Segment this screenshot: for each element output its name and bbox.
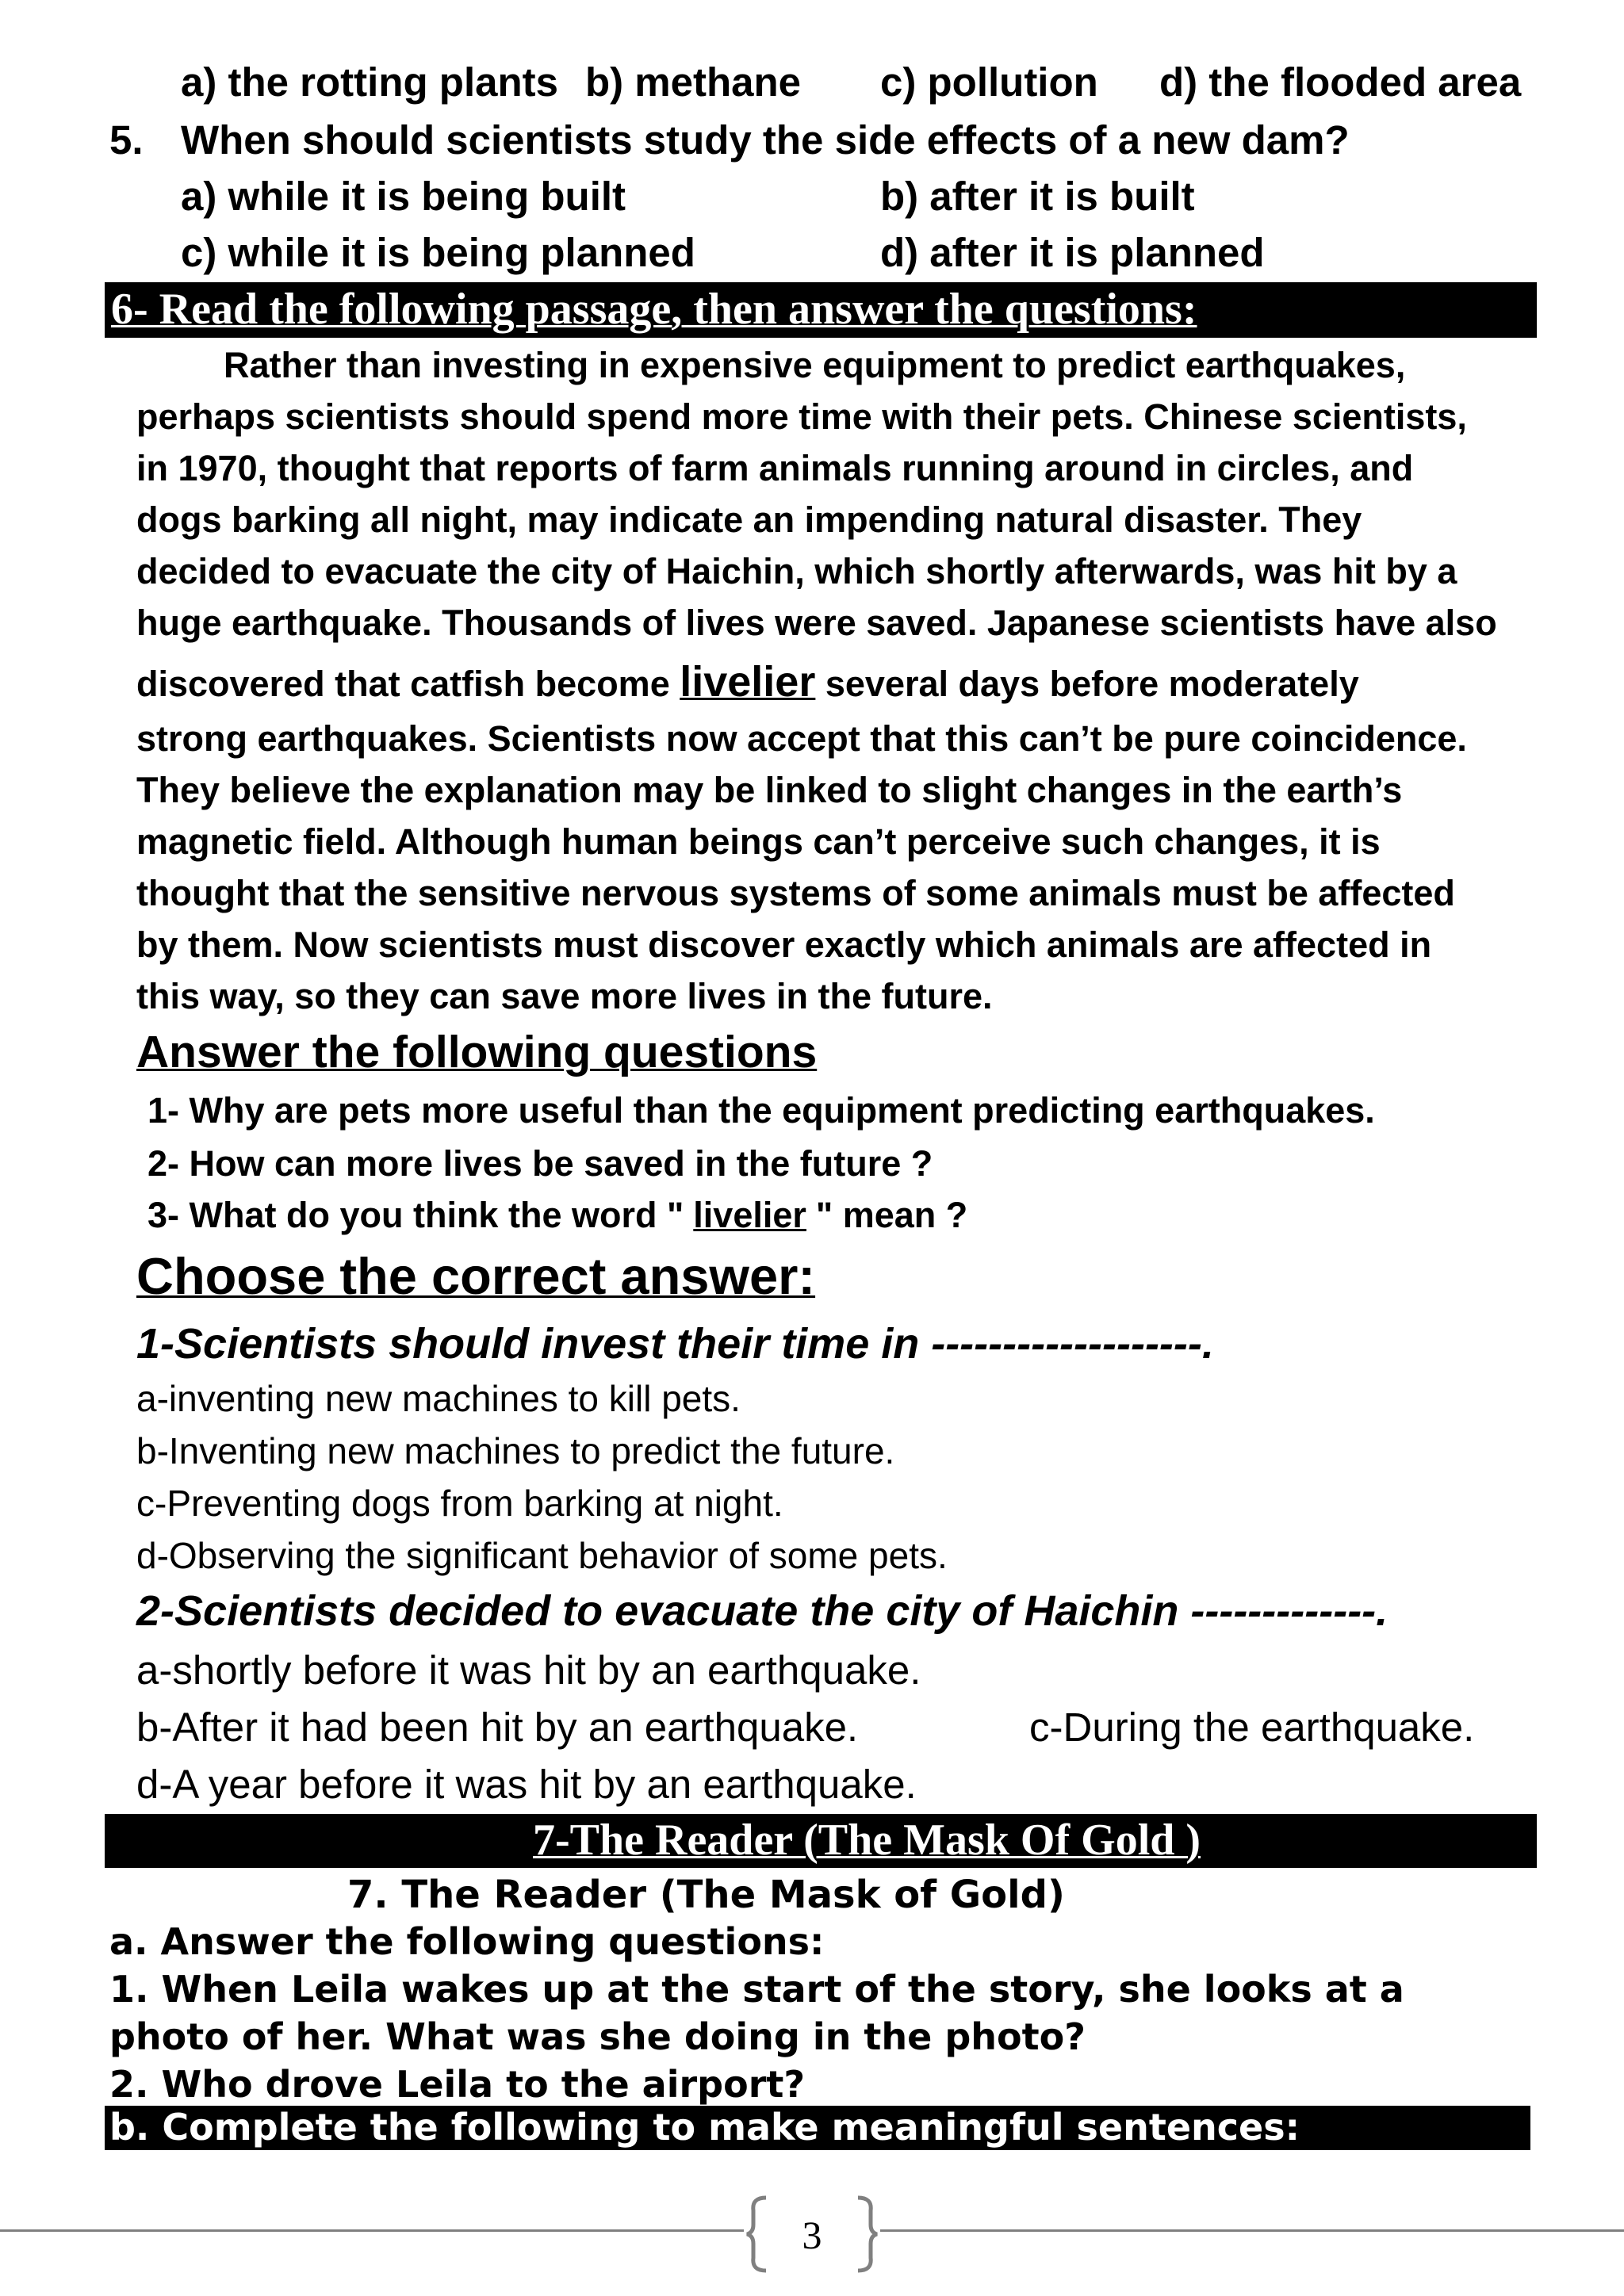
section7-subtitle: 7. The Reader (The Mask of Gold) bbox=[347, 1873, 1065, 1917]
passage-line: strong earthquakes. Scientists now accept that this can’t be pure coincidence. bbox=[136, 718, 1467, 759]
mcq2-option-a: a-shortly before it was hit by an earthquake. bbox=[136, 1647, 921, 1693]
question-3-text-end: " mean ? bbox=[815, 1195, 968, 1235]
passage-line: by them. Now scientists must discover exactly which animals are affected in bbox=[136, 924, 1432, 965]
q5-option-d: d) after it is planned bbox=[880, 230, 1265, 275]
passage-line: this way, so they can save more lives in the future. bbox=[136, 976, 993, 1016]
passage-line: They believe the explanation may be linked to slight changes in the earth’s bbox=[136, 770, 1403, 810]
mcq2-option-d: d-A year before it was hit by an earthquake. bbox=[136, 1762, 917, 1807]
q5-option-b: b) after it is built bbox=[880, 174, 1195, 219]
q5-question: When should scientists study the side effects of a new dam? bbox=[181, 117, 1350, 163]
passage-line: thought that the sensitive nervous systems of some animals must be affected bbox=[136, 873, 1455, 913]
part-b-heading: b. Complete the following to make meaningful sentences: bbox=[109, 2106, 1300, 2149]
footer-rule-right bbox=[880, 2229, 1624, 2232]
mcq1-option-b: b-Inventing new machines to predict the future. bbox=[136, 1430, 895, 1471]
passage-text: discovered that catfish become bbox=[136, 664, 670, 704]
part-a-heading: a. Answer the following questions: bbox=[109, 1920, 825, 1963]
passage-line-livelier bbox=[136, 656, 1359, 710]
q4-option-a: a) the rotting plants bbox=[181, 59, 558, 105]
passage-line: decided to evacuate the city of Haichin, which shortly afterwards, was hit by a bbox=[136, 551, 1457, 591]
footer-rule-left bbox=[0, 2229, 744, 2232]
page-number: 3 bbox=[802, 2213, 822, 2257]
question-3-text: 3- What do you think the word " bbox=[147, 1195, 684, 1235]
mcq2-option-c: c-During the earthquake. bbox=[1029, 1705, 1475, 1750]
reader-question-1-line2: photo of her. What was she doing in the photo? bbox=[109, 2015, 1086, 2058]
passage-line: Rather than investing in expensive equipment to predict earthquakes, bbox=[224, 345, 1406, 385]
section7-title: 7-The Reader (The Mask Of Gold ) bbox=[533, 1816, 1201, 1865]
highlighted-word-livelier: livelier bbox=[680, 658, 816, 706]
mcq2-option-b: b-After it had been hit by an earthquake. bbox=[136, 1705, 859, 1750]
section6-title: 6- Read the following passage, then answer the questions: bbox=[111, 285, 1197, 334]
passage-line: huge earthquake. Thousands of lives were saved. Japanese scientists have also bbox=[136, 603, 1497, 643]
q5-number: 5. bbox=[109, 117, 144, 163]
q4-option-d: d) the flooded area bbox=[1159, 59, 1522, 105]
question-3 bbox=[147, 1195, 967, 1236]
question-1: 1- Why are pets more useful than the equipment predicting earthquakes. bbox=[147, 1090, 1375, 1131]
q4-option-c: c) pollution bbox=[880, 59, 1098, 105]
page-number-box bbox=[744, 2195, 880, 2274]
passage-line: perhaps scientists should spend more time with their pets. Chinese scientists, bbox=[136, 396, 1467, 437]
q5-option-a: a) while it is being built bbox=[181, 174, 626, 219]
passage-line: magnetic field. Although human beings can’t perceive such changes, it is bbox=[136, 821, 1381, 862]
choose-heading: Choose the correct answer: bbox=[136, 1247, 816, 1305]
mcq2-stem: 2-Scientists decided to evacuate the city of Haichin -------------. bbox=[136, 1587, 1388, 1635]
mcq1-option-c: c-Preventing dogs from barking at night. bbox=[136, 1483, 783, 1524]
mcq1-stem: 1-Scientists should invest their time in -------------------. bbox=[136, 1320, 1214, 1368]
q4-option-b: b) methane bbox=[585, 59, 802, 105]
q5-option-c: c) while it is being planned bbox=[181, 230, 695, 275]
passage-line: dogs barking all night, may indicate an impending natural disaster. They bbox=[136, 499, 1362, 540]
mcq1-option-d: d-Observing the significant behavior of some pets. bbox=[136, 1535, 948, 1576]
reader-question-2: 2. Who drove Leila to the airport? bbox=[109, 2063, 806, 2106]
question-3-word: livelier bbox=[693, 1195, 806, 1235]
question-2: 2- How can more lives be saved in the future ? bbox=[147, 1143, 933, 1184]
passage-line: in 1970, thought that reports of farm animals running around in circles, and bbox=[136, 448, 1414, 488]
reader-question-1-line1: 1. When Leila wakes up at the start of the story, she looks at a bbox=[109, 1968, 1404, 2011]
passage-text: several days before moderately bbox=[825, 664, 1359, 704]
answer-heading: Answer the following questions bbox=[136, 1027, 818, 1077]
mcq1-option-a: a-inventing new machines to kill pets. bbox=[136, 1378, 741, 1419]
